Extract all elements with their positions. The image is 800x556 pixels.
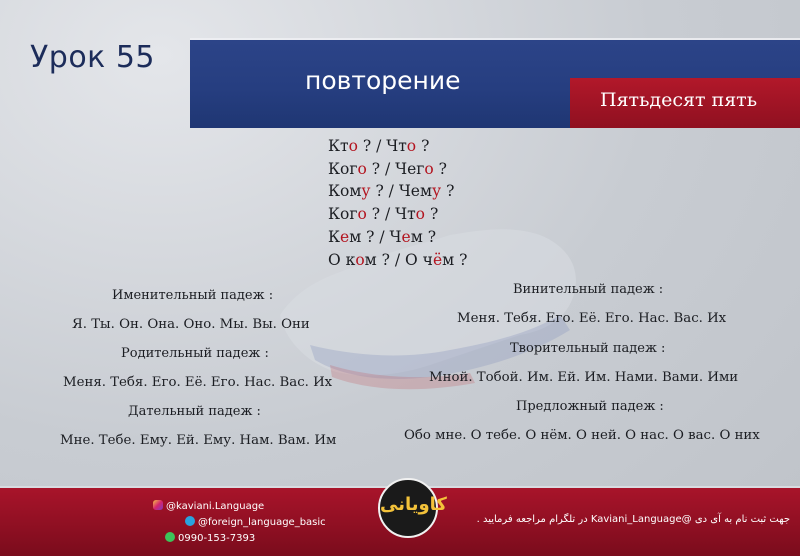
highlighted-ending: о [357,205,367,224]
question-line [328,203,467,226]
lesson-number-word: Пятьдесят пять [600,89,758,111]
topic-title: повторение [305,66,461,95]
question-text: Ком [328,182,362,201]
case-prepositional-forms: Обо мне. О тебе. О нём. О ней. О нас. О вас. О них [404,428,760,443]
question-text: Ког [328,159,358,178]
highlighted-ending: ё [432,250,443,269]
question-text: м ? / О ч [364,250,433,269]
case-instrumental-name: Творительный падеж : [510,341,666,356]
brand-logo-text: کاویانی [380,494,447,515]
case-prepositional-name: Предложный падеж : [516,399,664,414]
question-text: ? [416,137,430,155]
highlighted-ending: у [361,182,371,201]
highlighted-ending: е [401,227,411,246]
question-text: ? / Чем [370,182,433,201]
highlighted-ending: о [406,137,417,155]
phone-number: 0990-153-7393 [178,533,256,544]
highlighted-ending: о [357,159,367,178]
case-accusative-forms: Меня. Тебя. Его. Её. Его. Нас. Вас. Их [457,311,727,326]
highlighted-ending: о [424,159,434,178]
lesson-title: Урок 55 [30,40,156,75]
brand-logo [378,478,447,538]
case-dative-name: Дательный падеж : [128,404,261,419]
question-text: ? [425,205,439,224]
question-text: ? / Чт [357,137,407,155]
highlighted-ending: у [432,182,442,201]
question-line [328,135,467,158]
question-text: ? / Чт [366,205,416,224]
case-instrumental-forms: Мной. Тобой. Им. Ей. Им. Нами. Вами. Ими [429,370,739,385]
question-line [328,226,467,249]
whatsapp-icon [165,532,175,542]
case-nominative-forms: Я. Ты. Он. Она. Оно. Мы. Вы. Они [72,317,310,332]
registration-note: جهت ثبت نام به آی دی @Kaviani_Language در تلگرام مراجعه فرمایید . [476,514,790,525]
case-genitive-name: Родительный падеж : [121,346,269,361]
highlighted-ending: о [355,250,365,269]
case-nominative-name: Именительный падеж : [112,288,274,303]
question-text: Кт [328,137,349,155]
telegram-handle-text: @foreign_language_basic [198,517,326,528]
case-dative-forms: Мне. Тебе. Ему. Ей. Ему. Нам. Вам. Им [60,433,337,448]
question-text: м ? [410,227,437,246]
telegram-handle[interactable] [185,516,326,528]
question-text: ? [441,182,455,201]
question-line [328,158,467,181]
highlighted-ending: о [348,137,358,155]
phone-contact[interactable] [165,532,255,544]
highlighted-ending: е [340,227,350,246]
question-text: м ? [442,250,468,269]
question-text: ? [433,159,447,178]
question-line [328,249,467,272]
question-text: Ког [328,205,358,224]
instagram-icon [153,500,163,510]
question-text: О к [328,250,356,269]
question-text: ? / Чег [366,159,425,178]
question-text: м ? / Ч [349,227,402,246]
question-list [328,135,467,271]
case-genitive-forms: Меня. Тебя. Его. Её. Его. Нас. Вас. Их [63,375,333,390]
instagram-handle-text: @kaviani.Language [166,501,265,512]
instagram-handle[interactable] [153,500,264,512]
telegram-icon [185,516,195,526]
case-accusative-name: Винительный падеж : [513,282,664,297]
question-text: К [328,227,340,246]
highlighted-ending: о [415,205,426,224]
question-line [328,180,467,203]
